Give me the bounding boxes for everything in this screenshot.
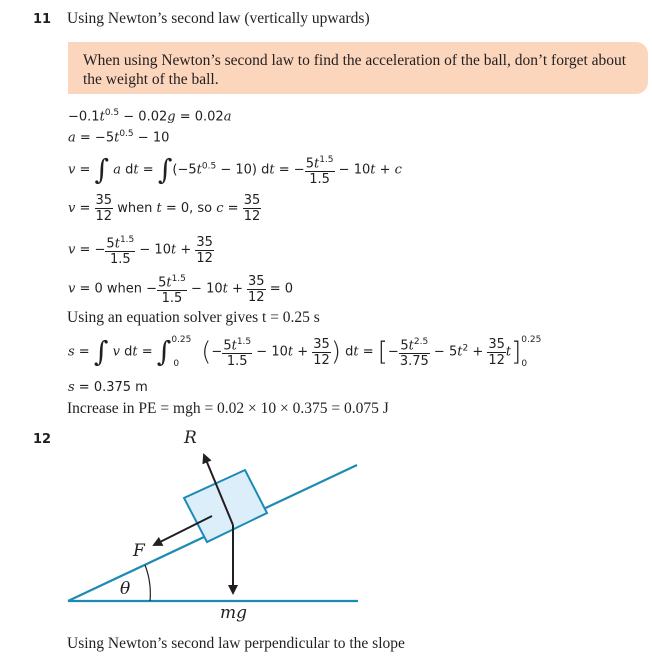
hint-box: When using Newton’s second law to find the acceleration of the ball, don’t forget about the weight of the ball. bbox=[68, 42, 648, 94]
equation-line-3: v = ∫ a dt = $\int(-5t^{0.5} - 10)$ dt = − $\frac{5t^{1.5}}{1.5}$ − 10t + c bbox=[68, 153, 402, 188]
question-number-12: 12 bbox=[33, 432, 52, 447]
equation-line-8: s = ∫ v dt = ∫$^{0.25}_0$ (− $\frac{5t^{1.5}}{1.5}$ − 10t + $\frac{35}{12}$ ) dt = [− $\frac{5t^{2.5}}{3.75}$ − $5t^2$ + $\frac{35}{12}$ t]$^{0.25}_0$ bbox=[68, 334, 542, 370]
question-number-11: 11 bbox=[33, 12, 52, 27]
label-mg: mg bbox=[220, 603, 248, 623]
equation-line-5: v = − $\frac{5t^{1.5}}{1.5}$ − 10t + $\frac{35}{12}$ bbox=[68, 234, 213, 268]
equation-line-9: s = 0.375 m bbox=[68, 380, 148, 395]
label-R: R bbox=[184, 428, 197, 448]
solver-line: Using an equation solver gives t = 0.25 s bbox=[67, 309, 320, 326]
label-F: F bbox=[133, 541, 145, 561]
equation-line-6: v = 0 when − $\frac{5t^{1.5}}{1.5}$ − 10t + $\frac{35}{12}$ = 0 bbox=[68, 273, 293, 307]
equation-line-4: v = $\frac{35}{12}$ when t = 0, so c = $\frac{35}{12}$ bbox=[68, 193, 261, 224]
label-theta: θ bbox=[120, 579, 131, 599]
equation-line-2: $a = -5t^{0.5} - 10$ bbox=[68, 129, 170, 146]
pe-line: Increase in PE = mgh = 0.02 × 10 × 0.375 = 0.075 J bbox=[67, 400, 389, 417]
equation-line-1: $-0.1t^{0.5} - 0.02g = 0.02a$ bbox=[68, 108, 232, 125]
footer-text: Using Newton’s second law perpendicular to the slope bbox=[67, 635, 405, 652]
angle-arc bbox=[145, 565, 150, 601]
question-11-title: Using Newton’s second law (vertically upwards) bbox=[67, 10, 370, 27]
